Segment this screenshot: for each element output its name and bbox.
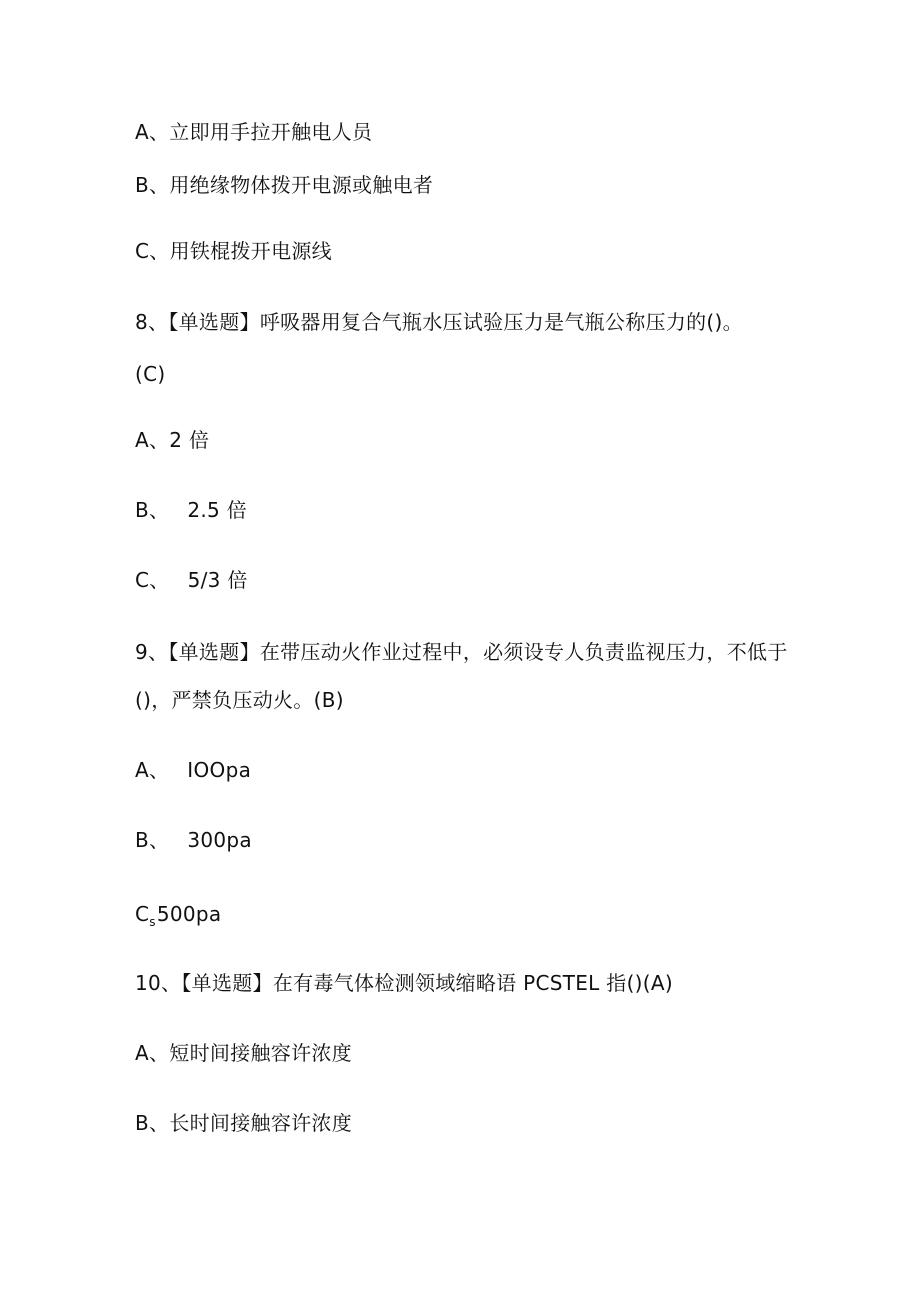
q9-option-b (135, 826, 252, 854)
q9-option-a (135, 756, 251, 784)
q8-option-b-letter: B、 (135, 498, 170, 522)
q8-option-b (135, 496, 247, 524)
q9-option-c-value: 500pa (156, 902, 222, 926)
q9-option-b-letter: B、 (135, 828, 170, 852)
q8-option-a: A、2 倍 (135, 428, 210, 452)
q8-stem: 8、【单选题】呼吸器用复合气瓶水压试验压力是气瓶公称压力的()。 (135, 310, 743, 334)
q7-option-c: C、用铁棍拨开电源线 (135, 239, 332, 263)
q9-option-b-value: 300pa (187, 828, 252, 852)
q9-stem-line-2: ()，严禁负压动火。(B) (135, 688, 344, 712)
q10-stem: 10、【单选题】在有毒气体检测领域缩略语 PCSTEL 指()(A) (135, 971, 673, 995)
q9-option-c-letter: C (135, 902, 150, 926)
q8-option-c-letter: C、 (135, 568, 170, 592)
q8-answer: (C) (135, 362, 166, 386)
q9-option-c-subscript: s (149, 915, 156, 929)
q9-option-a-value: IOOpa (187, 758, 252, 782)
q9-option-c (135, 900, 221, 936)
q7-option-b: B、用绝缘物体拨开电源或触电者 (135, 173, 434, 197)
q8-option-b-value: 2.5 倍 (187, 498, 247, 522)
q9-stem-line-1: 9、【单选题】在带压动火作业过程中，必须设专人负责监视压力，不低于 (135, 640, 788, 664)
q8-option-c-value: 5/3 倍 (187, 568, 248, 592)
q10-option-b: B、长时间接触容许浓度 (135, 1111, 353, 1135)
q8-option-c (135, 566, 248, 594)
q7-option-a: A、立即用手拉开触电人员 (135, 120, 373, 144)
q10-option-a: A、短时间接触容许浓度 (135, 1041, 352, 1065)
q9-option-a-letter: A、 (135, 758, 170, 782)
